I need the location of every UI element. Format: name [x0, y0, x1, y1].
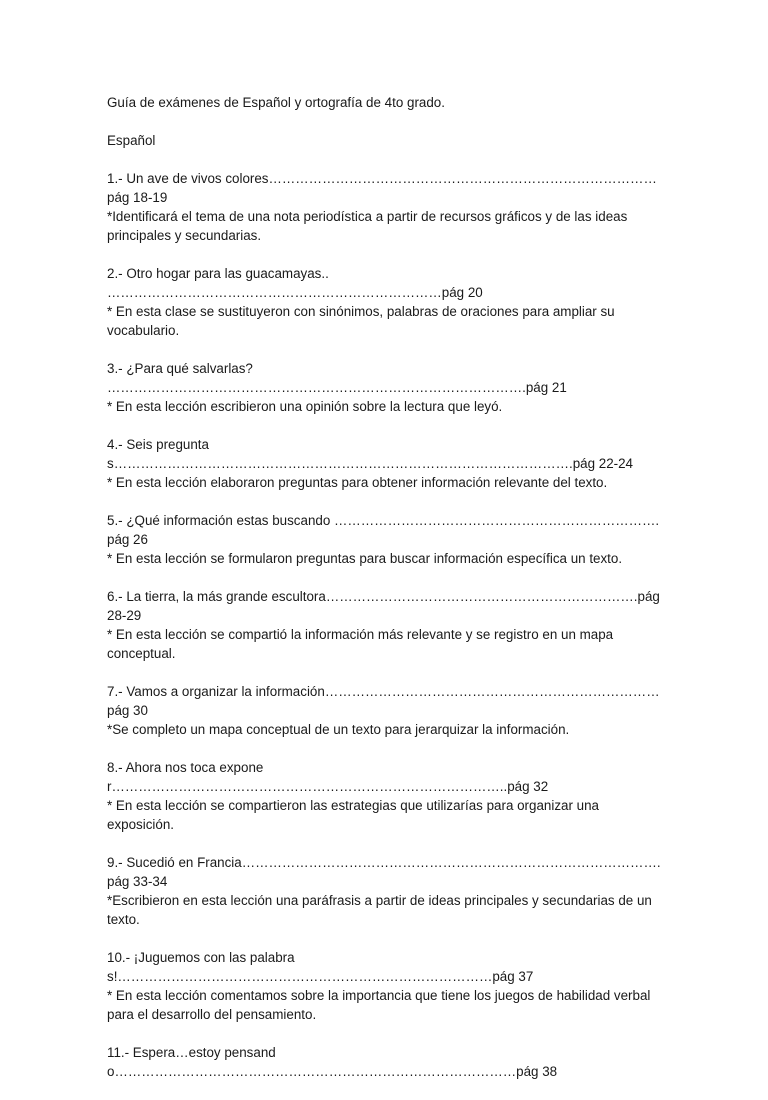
lesson-item [107, 435, 663, 492]
lesson-title: 3.- ¿Para qué salvarlas? ………………………………………………………………………………….pág 21 [107, 361, 567, 395]
lesson-description: * En esta lección comentamos sobre la importancia que tiene los juegos de habilidad verbal para el desarrollo del pensamiento. [107, 988, 651, 1022]
lesson-list [107, 169, 663, 1081]
lesson-description: * En esta lección se formularon preguntas para buscar información específica un texto. [107, 551, 623, 566]
lesson-item [107, 948, 663, 1024]
document-title: Guía de exámenes de Español y ortografía de 4to grado. [107, 95, 445, 110]
lesson-title: 8.- Ahora nos toca exponer……………………………………………………………………………..pág 32 [107, 760, 549, 794]
section-heading: Español [107, 133, 156, 148]
lesson-description: *Escribieron en esta lección una paráfrasis a partir de ideas principales y secundarias de un texto. [107, 893, 652, 927]
lesson-title: 6.- La tierra, la más grande escultora…………………………………………………………….pág 28-29 [107, 589, 660, 623]
lesson-item [107, 1043, 663, 1081]
lesson-title: 2.- Otro hogar para las guacamayas.. …………………………………………………………………pág 20 [107, 266, 483, 300]
lesson-item [107, 853, 663, 929]
lesson-description: * En esta clase se sustituyeron con sinónimos, palabras de oraciones para ampliar su vocabulario. [107, 304, 615, 338]
lesson-title: 11.- Espera…estoy pensando………………………………………………………………………………pág 38 [107, 1045, 558, 1079]
lesson-title: 9.- Sucedió en Francia………………………………………………………………………………….pág 33-34 [107, 855, 661, 889]
lesson-description: *Se completo un mapa conceptual de un texto para jerarquizar la información. [107, 722, 570, 737]
lesson-item [107, 587, 663, 663]
lesson-description: * En esta lección escribieron una opinión sobre la lectura que leyó. [107, 399, 503, 414]
lesson-description: * En esta lección se compartió la información más relevante y se registro en un mapa conceptual. [107, 627, 614, 661]
lesson-title: 7.- Vamos a organizar la información…………………………………………………………………pág 30 [107, 684, 660, 718]
lesson-description: * En esta lección elaboraron preguntas para obtener información relevante del texto. [107, 475, 608, 490]
lesson-item [107, 359, 663, 416]
spacer [107, 150, 663, 169]
spacer [107, 112, 663, 131]
lesson-description: * En esta lección se compartieron las estrategias que utilizarías para organizar una exposición. [107, 798, 600, 832]
lesson-title: 4.- Seis preguntas………………………………………………………………………………………….pág 22-24 [107, 437, 634, 471]
lesson-item [107, 682, 663, 739]
lesson-title: 10.- ¡Juguemos con las palabras!…………………………………………………………………………pág 37 [107, 950, 534, 984]
lesson-item [107, 758, 663, 834]
lesson-item [107, 169, 663, 245]
document-page [107, 93, 663, 1100]
lesson-item [107, 264, 663, 340]
lesson-title: 5.- ¿Qué información estas buscando ……………………………………………………………….pág 26 [107, 513, 660, 547]
lesson-title: 1.- Un ave de vivos colores……………………………………………………………………………pág 18-19 [107, 171, 657, 205]
lesson-item [107, 511, 663, 568]
lesson-description: *Identificará el tema de una nota periodística a partir de recursos gráficos y de las ideas principales y secundarias. [107, 209, 628, 243]
